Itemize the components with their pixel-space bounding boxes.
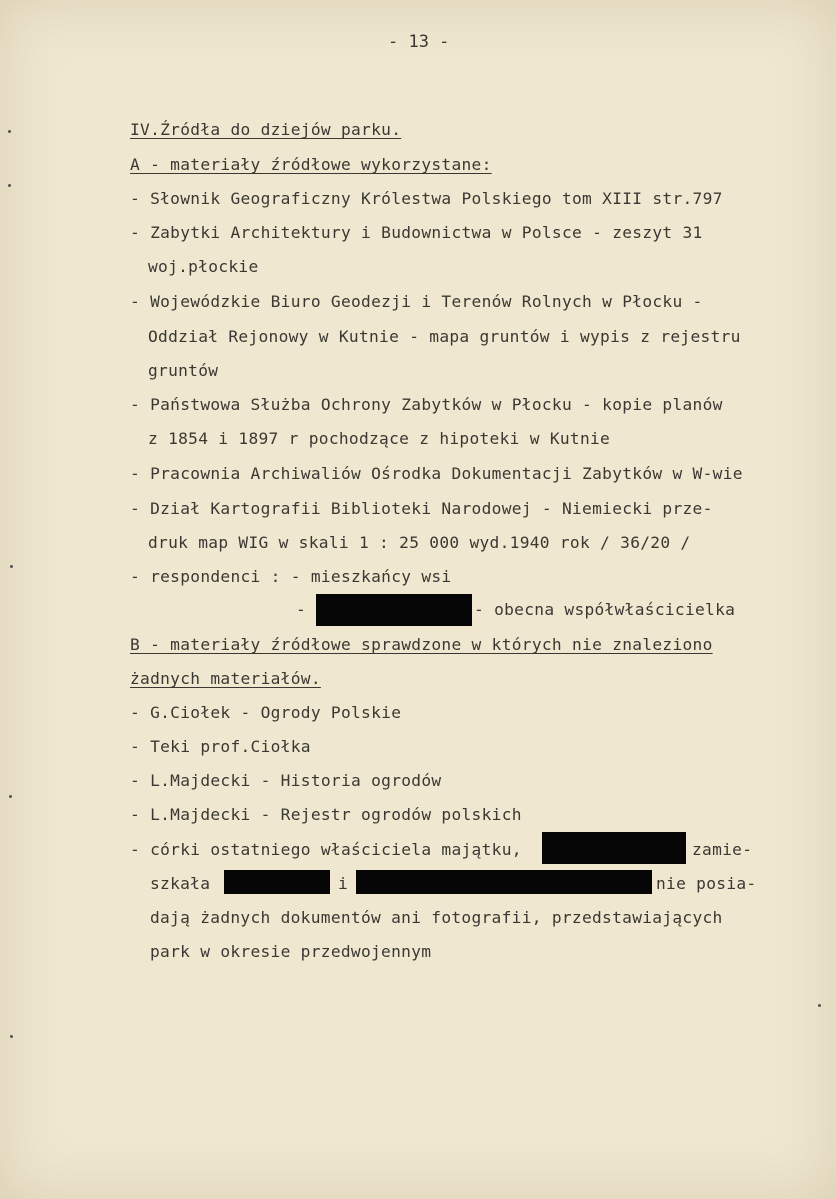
source-item: - respondenci : - mieszkańcy wsi	[130, 567, 452, 586]
checked-item-continued: szkała	[150, 874, 211, 893]
source-item-continued: druk map WIG w skali 1 : 25 000 wyd.1940 rok / 36/20 /	[148, 533, 691, 552]
source-item: - Słownik Geograficzny Królestwa Polskiego tom XIII str.797	[130, 189, 723, 208]
source-item: - Wojewódzkie Biuro Geodezji i Terenów Rolnych w Płocku -	[130, 292, 703, 311]
paper-speck	[10, 565, 13, 568]
respondent-role: - obecna współwłaścicielka	[474, 600, 736, 619]
page-number: - 13 -	[388, 32, 450, 52]
source-item: - Zabytki Architektury i Budownictwa w Polsce - zeszyt 31	[130, 223, 703, 242]
redaction-block	[356, 870, 652, 894]
paper-speck	[8, 130, 11, 133]
checked-item: - Teki prof.Ciołka	[130, 737, 311, 756]
checked-item: - córki ostatniego właściciela majątku,	[130, 840, 522, 859]
checked-item: - G.Ciołek - Ogrody Polskie	[130, 703, 402, 722]
source-item: - Pracownia Archiwaliów Ośrodka Dokumentacji Zabytków w W-wie	[130, 464, 743, 483]
respondent-dash: -	[296, 600, 307, 619]
source-item-continued: z 1854 i 1897 r pochodzące z hipoteki w Kutnie	[148, 429, 611, 448]
paper-speck	[818, 1004, 821, 1007]
source-item-continued: Oddział Rejonowy w Kutnie - mapa gruntów i wypis z rejestru	[148, 327, 741, 346]
source-item: - Państwowa Służba Ochrony Zabytków w Płocku - kopie planów	[130, 395, 723, 414]
checked-item-text: i	[338, 874, 349, 893]
section-b-title: B - materiały źródłowe sprawdzone w których nie znaleziono	[130, 635, 713, 654]
checked-item: - L.Majdecki - Historia ogrodów	[130, 771, 442, 790]
checked-item-text: nie posia-	[656, 874, 757, 893]
checked-item-text: zamie-	[692, 840, 753, 859]
source-item-continued: gruntów	[148, 361, 219, 380]
section-b-title-continued: żadnych materiałów.	[130, 669, 321, 688]
section-a-title: A - materiały źródłowe wykorzystane:	[130, 155, 492, 174]
section-heading: IV.Źródła do dziejów parku.	[130, 120, 402, 139]
checked-item-continued: park w okresie przedwojennym	[150, 942, 432, 961]
checked-item-continued: dają żadnych dokumentów ani fotografii, przedstawiających	[150, 908, 723, 927]
checked-item: - L.Majdecki - Rejestr ogrodów polskich	[130, 805, 522, 824]
paper-speck	[9, 795, 12, 798]
paper-speck	[10, 1035, 13, 1038]
redaction-block	[224, 870, 330, 894]
source-item: - Dział Kartografii Biblioteki Narodowej - Niemiecki prze-	[130, 499, 713, 518]
paper-speck	[8, 184, 11, 187]
redaction-block	[542, 832, 686, 864]
redaction-block	[316, 594, 472, 626]
source-item-continued: woj.płockie	[148, 257, 259, 276]
